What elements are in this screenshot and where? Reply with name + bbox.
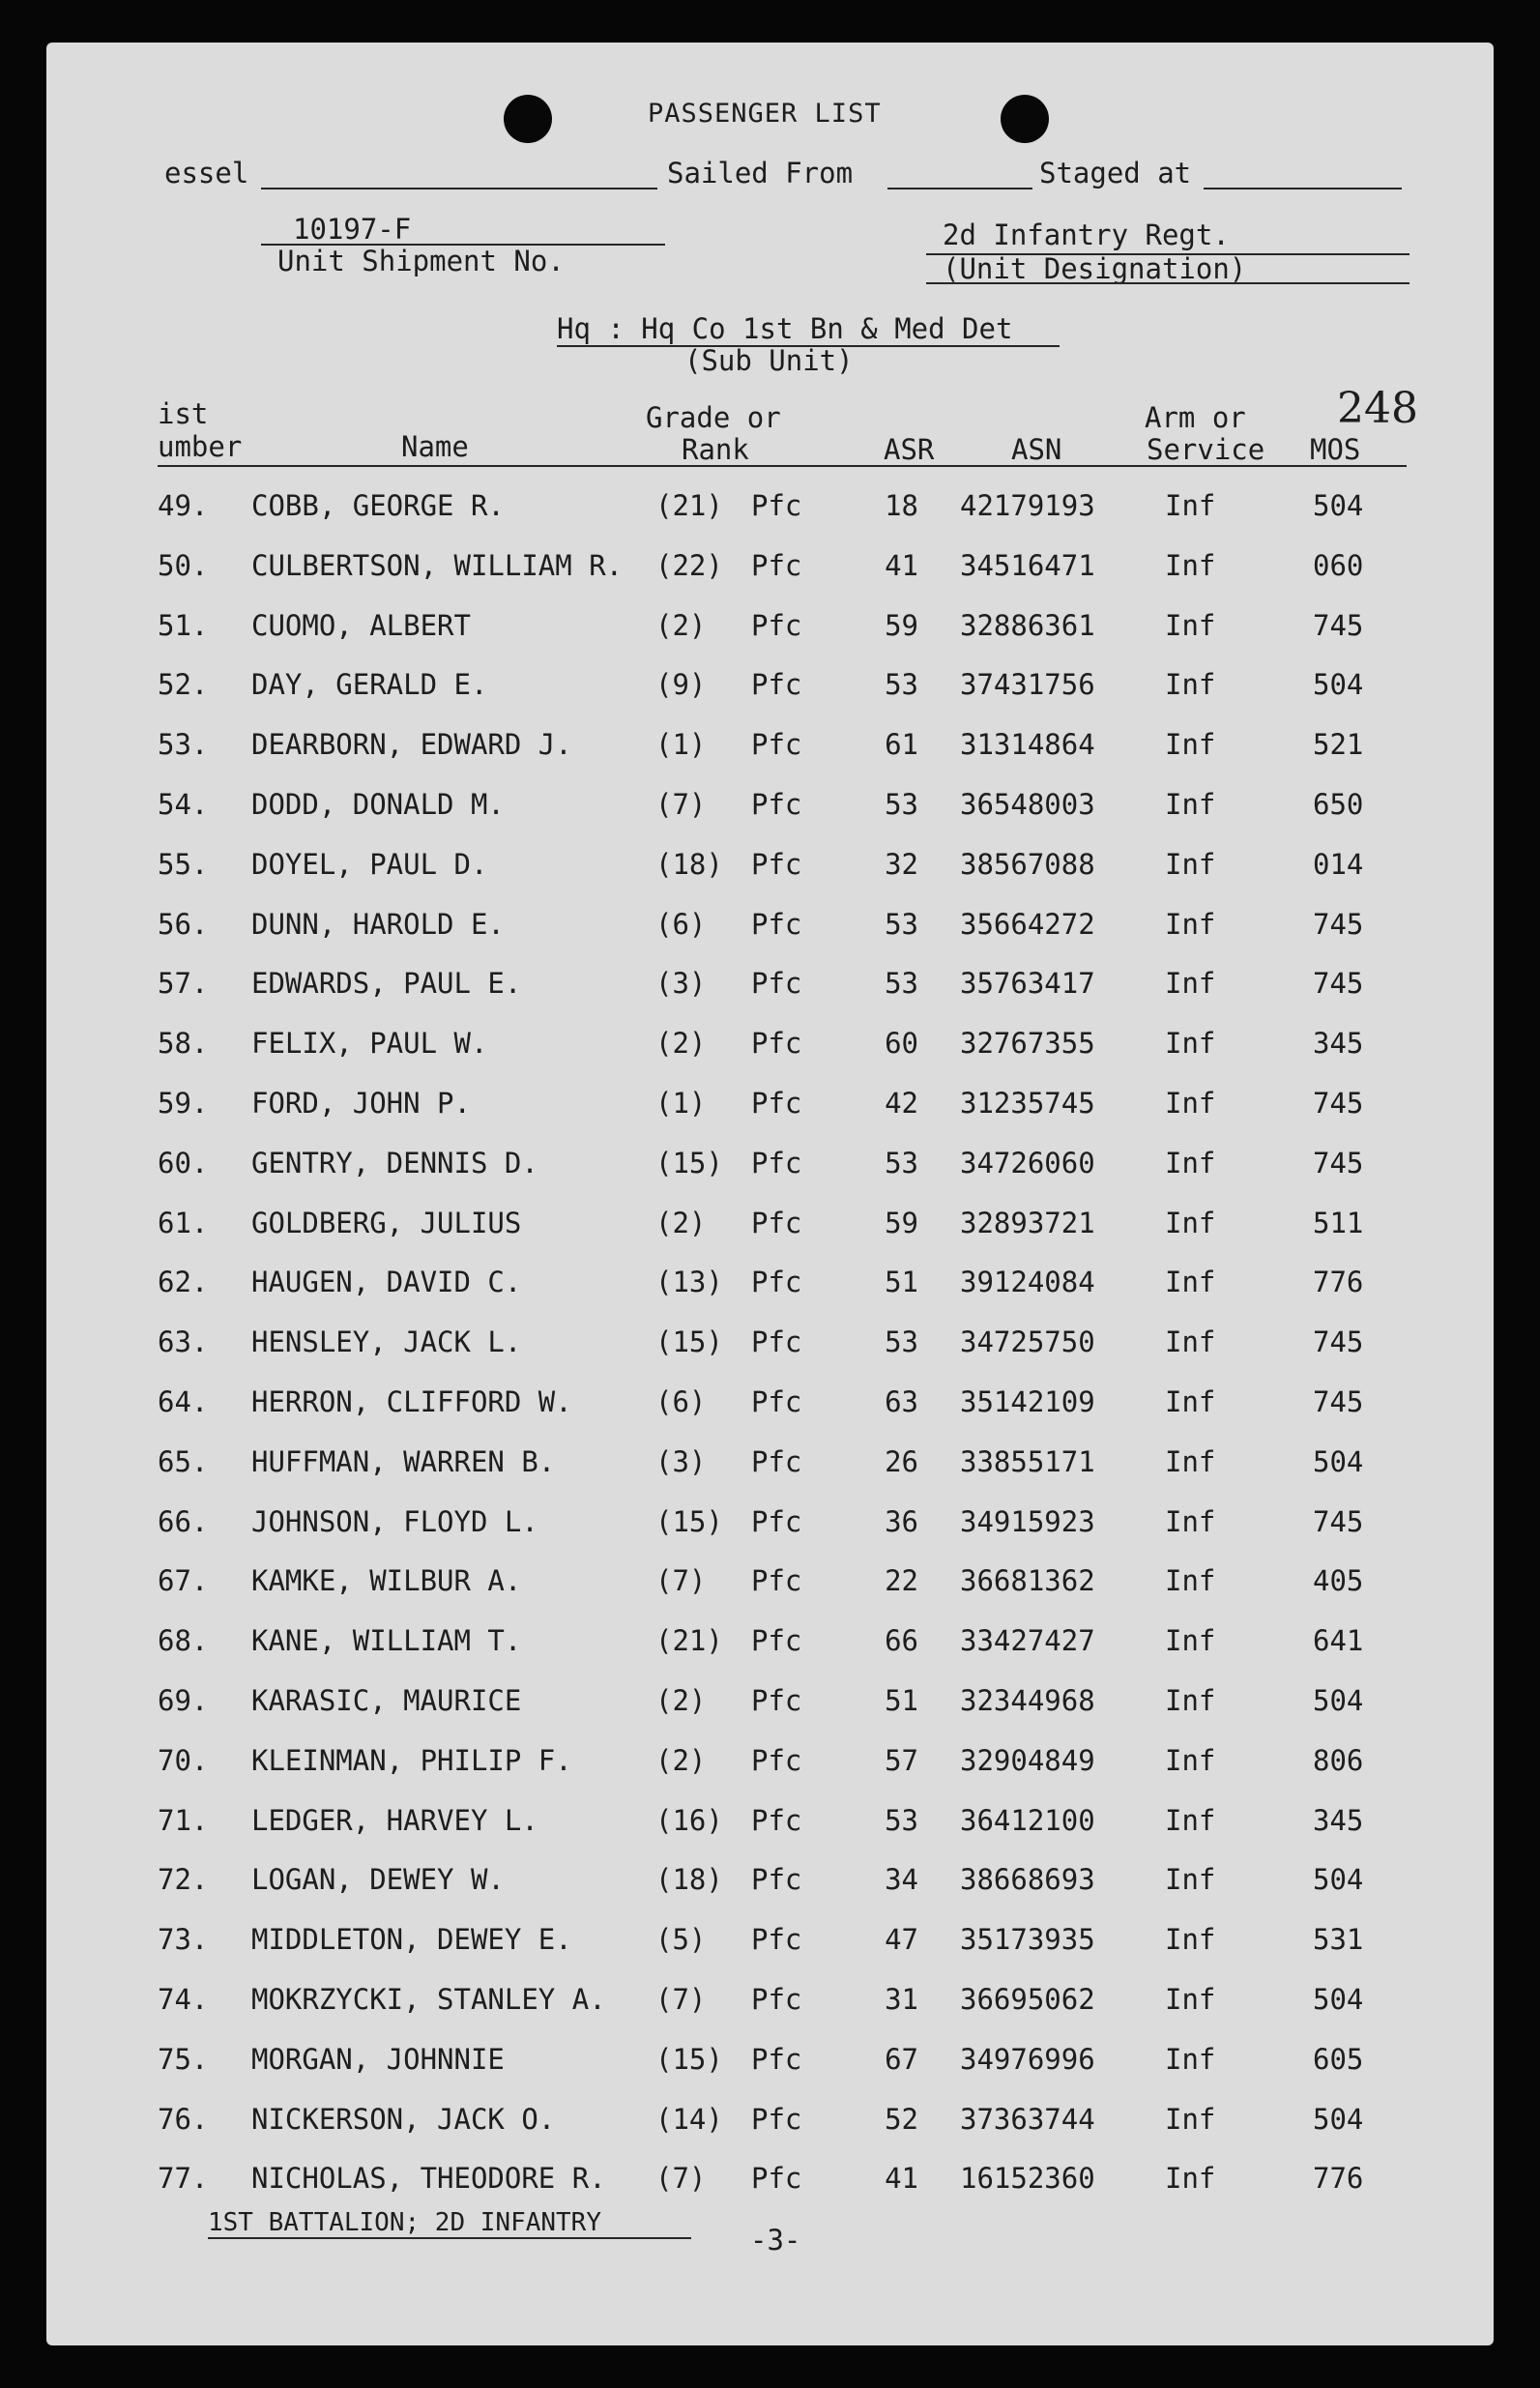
- mos: 650: [1313, 788, 1364, 821]
- staged-at-blank: [1204, 188, 1402, 189]
- age-code: (2): [655, 608, 707, 642]
- grade: Pfc: [751, 1027, 802, 1061]
- asn: 35763417: [960, 967, 1095, 1001]
- arm-service: Inf: [1165, 2102, 1216, 2136]
- table-row: [0, 1207, 1540, 1239]
- asr: 59: [885, 1206, 918, 1239]
- passenger-name: HENSLEY, JACK L.: [251, 1325, 522, 1359]
- mos: 641: [1313, 1624, 1364, 1658]
- mos: 060: [1313, 548, 1364, 582]
- arm-service: Inf: [1165, 1803, 1216, 1837]
- asn: 32886361: [960, 608, 1095, 642]
- passenger-name: HUFFMAN, WARREN B.: [251, 1444, 556, 1478]
- age-code: (15): [655, 1325, 723, 1359]
- table-row: [0, 1325, 1540, 1358]
- arm-service: Inf: [1165, 1564, 1216, 1598]
- list-number: 65.: [158, 1444, 209, 1478]
- arm-service: Inf: [1165, 728, 1216, 762]
- list-number: 70.: [158, 1743, 209, 1777]
- mos: 504: [1313, 1444, 1364, 1478]
- asn: 36412100: [960, 1803, 1095, 1837]
- grade: Pfc: [751, 1266, 802, 1299]
- mos: 745: [1313, 1146, 1364, 1179]
- arm-service: Inf: [1165, 1684, 1216, 1717]
- age-code: (18): [655, 1863, 723, 1897]
- unit-shipment-value: 10197-F: [293, 213, 412, 246]
- asr: 59: [885, 608, 918, 642]
- asn: 32767355: [960, 1027, 1095, 1061]
- mos: 806: [1313, 1743, 1364, 1777]
- col-list-number-line2: umber: [158, 430, 243, 463]
- passenger-name: KANE, WILLIAM T.: [251, 1624, 522, 1658]
- list-number: 63.: [158, 1325, 209, 1359]
- punch-hole-left: [504, 95, 552, 143]
- arm-service: Inf: [1165, 847, 1216, 881]
- list-number: 77.: [158, 2162, 209, 2196]
- asr: 34: [885, 1863, 918, 1897]
- asr: 32: [885, 847, 918, 881]
- passenger-name: GOLDBERG, JULIUS: [251, 1206, 522, 1239]
- asr: 66: [885, 1624, 918, 1658]
- vessel-label: essel: [164, 157, 249, 189]
- asr: 53: [885, 907, 918, 941]
- asn: 35142109: [960, 1385, 1095, 1418]
- list-number: 54.: [158, 788, 209, 821]
- age-code: (3): [655, 1444, 707, 1478]
- list-number: 57.: [158, 967, 209, 1001]
- col-asn: ASN: [1011, 433, 1062, 466]
- asr: 61: [885, 728, 918, 762]
- col-arm-line2: Service: [1147, 433, 1265, 466]
- grade: Pfc: [751, 548, 802, 582]
- asr: 51: [885, 1266, 918, 1299]
- mos: 745: [1313, 1504, 1364, 1538]
- asn: 38567088: [960, 847, 1095, 881]
- arm-service: Inf: [1165, 1087, 1216, 1120]
- asn: 31314864: [960, 728, 1095, 762]
- asn: 36695062: [960, 1983, 1095, 2016]
- grade: Pfc: [751, 1624, 802, 1658]
- grade: Pfc: [751, 2162, 802, 2196]
- grade: Pfc: [751, 788, 802, 821]
- list-number: 69.: [158, 1684, 209, 1717]
- asn: 32893721: [960, 1206, 1095, 1239]
- mos: 776: [1313, 2162, 1364, 2196]
- age-code: (2): [655, 1206, 707, 1239]
- passenger-name: MOKRZYCKI, STANLEY A.: [251, 1983, 606, 2016]
- asr: 42: [885, 1087, 918, 1120]
- table-row: [0, 1923, 1540, 1956]
- mos: 605: [1313, 2042, 1364, 2076]
- vessel-blank: [261, 188, 657, 189]
- mos: 345: [1313, 1803, 1364, 1837]
- arm-service: Inf: [1165, 1206, 1216, 1239]
- table-row: [0, 1505, 1540, 1538]
- table-row: [0, 1445, 1540, 1478]
- asn: 34516471: [960, 548, 1095, 582]
- age-code: (21): [655, 1624, 723, 1658]
- passenger-name: MIDDLETON, DEWEY E.: [251, 1923, 572, 1957]
- asr: 53: [885, 967, 918, 1001]
- mos: 745: [1313, 1385, 1364, 1418]
- arm-service: Inf: [1165, 608, 1216, 642]
- table-row: [0, 609, 1540, 642]
- passenger-name: CUOMO, ALBERT: [251, 608, 471, 642]
- asn: 35664272: [960, 907, 1095, 941]
- passenger-name: DAY, GERALD E.: [251, 668, 488, 702]
- grade: Pfc: [751, 907, 802, 941]
- table-row: [0, 1385, 1540, 1418]
- col-name: Name: [401, 430, 469, 463]
- asr: 26: [885, 1444, 918, 1478]
- asn: 34726060: [960, 1146, 1095, 1179]
- passenger-name: DEARBORN, EDWARD J.: [251, 728, 572, 762]
- arm-service: Inf: [1165, 1504, 1216, 1538]
- grade: Pfc: [751, 1564, 802, 1598]
- asr: 52: [885, 2102, 918, 2136]
- arm-service: Inf: [1165, 1385, 1216, 1418]
- punch-hole-right: [1001, 95, 1049, 143]
- list-number: 56.: [158, 907, 209, 941]
- age-code: (6): [655, 1385, 707, 1418]
- passenger-name: FORD, JOHN P.: [251, 1087, 471, 1120]
- col-grade-line1: Grade or: [646, 401, 781, 434]
- document-title: PASSENGER LIST: [648, 99, 882, 129]
- age-code: (2): [655, 1743, 707, 1777]
- table-row: [0, 1027, 1540, 1060]
- grade: Pfc: [751, 1087, 802, 1120]
- grade: Pfc: [751, 1743, 802, 1777]
- asr: 41: [885, 548, 918, 582]
- asn: 32344968: [960, 1684, 1095, 1717]
- col-list-number-line1: ist: [158, 397, 209, 430]
- list-number: 74.: [158, 1983, 209, 2016]
- arm-service: Inf: [1165, 668, 1216, 702]
- asr: 60: [885, 1027, 918, 1061]
- asr: 53: [885, 1803, 918, 1837]
- asn: 39124084: [960, 1266, 1095, 1299]
- arm-service: Inf: [1165, 967, 1216, 1001]
- grade: Pfc: [751, 1803, 802, 1837]
- list-number: 75.: [158, 2042, 209, 2076]
- passenger-name: COBB, GEORGE R.: [251, 489, 505, 522]
- grade: Pfc: [751, 847, 802, 881]
- list-number: 50.: [158, 548, 209, 582]
- list-number: 68.: [158, 1624, 209, 1658]
- table-row: [0, 728, 1540, 761]
- arm-service: Inf: [1165, 907, 1216, 941]
- arm-service: Inf: [1165, 1743, 1216, 1777]
- mos: 504: [1313, 668, 1364, 702]
- table-row: [0, 1684, 1540, 1717]
- grade: Pfc: [751, 728, 802, 762]
- asr: 18: [885, 489, 918, 522]
- unit-designation-label: (Unit Designation): [943, 252, 1247, 285]
- table-row: [0, 549, 1540, 582]
- mos: 531: [1313, 1923, 1364, 1957]
- mos: 745: [1313, 1325, 1364, 1359]
- table-row: [0, 1983, 1540, 2016]
- age-code: (6): [655, 907, 707, 941]
- mos: 511: [1313, 1206, 1364, 1239]
- passenger-name: DOYEL, PAUL D.: [251, 847, 488, 881]
- grade: Pfc: [751, 1863, 802, 1897]
- age-code: (2): [655, 1684, 707, 1717]
- passenger-name: KAMKE, WILBUR A.: [251, 1564, 522, 1598]
- grade: Pfc: [751, 608, 802, 642]
- passenger-name: GENTRY, DENNIS D.: [251, 1146, 538, 1179]
- mos: 745: [1313, 608, 1364, 642]
- asn: 36548003: [960, 788, 1095, 821]
- asr: 57: [885, 1743, 918, 1777]
- asn: 36681362: [960, 1564, 1095, 1598]
- table-row: [0, 788, 1540, 821]
- age-code: (9): [655, 668, 707, 702]
- asn: 37431756: [960, 668, 1095, 702]
- battalion-footer: 1ST BATTALION; 2D INFANTRY: [208, 2208, 601, 2237]
- age-code: (5): [655, 1923, 707, 1957]
- list-number: 76.: [158, 2102, 209, 2136]
- mos: 504: [1313, 1863, 1364, 1897]
- grade: Pfc: [751, 489, 802, 522]
- col-arm-line1: Arm or: [1145, 401, 1246, 434]
- passenger-name: MORGAN, JOHNNIE: [251, 2042, 505, 2076]
- table-row: [0, 1804, 1540, 1837]
- arm-service: Inf: [1165, 1624, 1216, 1658]
- header-underline: [158, 465, 1407, 467]
- asr: 22: [885, 1564, 918, 1598]
- age-code: (15): [655, 2042, 723, 2076]
- list-number: 66.: [158, 1504, 209, 1538]
- col-mos: MOS: [1310, 433, 1361, 466]
- list-number: 52.: [158, 668, 209, 702]
- sailed-from-label: Sailed From: [667, 157, 854, 189]
- sailed-from-blank: [887, 188, 1032, 189]
- table-row: [0, 2043, 1540, 2076]
- age-code: (22): [655, 548, 723, 582]
- unit-shipment-label: Unit Shipment No.: [277, 245, 565, 277]
- mos: 504: [1313, 489, 1364, 522]
- asn: 35173935: [960, 1923, 1095, 1957]
- mos: 745: [1313, 907, 1364, 941]
- asn: 33855171: [960, 1444, 1095, 1478]
- age-code: (1): [655, 1087, 707, 1120]
- arm-service: Inf: [1165, 1923, 1216, 1957]
- list-number: 73.: [158, 1923, 209, 1957]
- table-row: [0, 2103, 1540, 2136]
- mos: 504: [1313, 1684, 1364, 1717]
- asr: 67: [885, 2042, 918, 2076]
- table-row: [0, 1266, 1540, 1298]
- passenger-name: NICKERSON, JACK O.: [251, 2102, 556, 2136]
- grade: Pfc: [751, 1146, 802, 1179]
- passenger-name: HERRON, CLIFFORD W.: [251, 1385, 572, 1418]
- list-number: 51.: [158, 608, 209, 642]
- age-code: (7): [655, 2162, 707, 2196]
- arm-service: Inf: [1165, 1983, 1216, 2016]
- page-number: -3-: [750, 2224, 801, 2257]
- arm-service: Inf: [1165, 1325, 1216, 1359]
- grade: Pfc: [751, 1684, 802, 1717]
- passenger-name: HAUGEN, DAVID C.: [251, 1266, 522, 1299]
- grade: Pfc: [751, 668, 802, 702]
- age-code: (18): [655, 847, 723, 881]
- grade: Pfc: [751, 1325, 802, 1359]
- arm-service: Inf: [1165, 548, 1216, 582]
- grade: Pfc: [751, 1504, 802, 1538]
- arm-service: Inf: [1165, 1027, 1216, 1061]
- table-row: [0, 1744, 1540, 1777]
- passenger-name: LEDGER, HARVEY L.: [251, 1803, 538, 1837]
- asr: 51: [885, 1684, 918, 1717]
- col-asr: ASR: [884, 433, 935, 466]
- mos: 776: [1313, 1266, 1364, 1299]
- table-row: [0, 908, 1540, 941]
- age-code: (15): [655, 1504, 723, 1538]
- asn: 31235745: [960, 1087, 1095, 1120]
- mos: 345: [1313, 1027, 1364, 1061]
- asr: 63: [885, 1385, 918, 1418]
- passenger-name: CULBERTSON, WILLIAM R.: [251, 548, 624, 582]
- mos: 521: [1313, 728, 1364, 762]
- grade: Pfc: [751, 1983, 802, 2016]
- mos: 504: [1313, 2102, 1364, 2136]
- table-row: [0, 1147, 1540, 1179]
- asr: 53: [885, 1146, 918, 1179]
- list-number: 53.: [158, 728, 209, 762]
- asn: 34725750: [960, 1325, 1095, 1359]
- list-number: 64.: [158, 1385, 209, 1418]
- sub-unit-value: Hq : Hq Co 1st Bn & Med Det: [557, 312, 1013, 345]
- table-row: [0, 1863, 1540, 1896]
- list-number: 71.: [158, 1803, 209, 1837]
- arm-service: Inf: [1165, 1863, 1216, 1897]
- arm-service: Inf: [1165, 1146, 1216, 1179]
- mos: 014: [1313, 847, 1364, 881]
- asn: 37363744: [960, 2102, 1095, 2136]
- age-code: (1): [655, 728, 707, 762]
- asn: 34915923: [960, 1504, 1095, 1538]
- passenger-name: LOGAN, DEWEY W.: [251, 1863, 505, 1897]
- asr: 36: [885, 1504, 918, 1538]
- list-number: 67.: [158, 1564, 209, 1598]
- age-code: (13): [655, 1266, 723, 1299]
- arm-service: Inf: [1165, 788, 1216, 821]
- mos: 504: [1313, 1983, 1364, 2016]
- table-row: [0, 489, 1540, 522]
- list-number: 62.: [158, 1266, 209, 1299]
- mos: 745: [1313, 1087, 1364, 1120]
- table-row: [0, 1087, 1540, 1120]
- passenger-name: JOHNSON, FLOYD L.: [251, 1504, 538, 1538]
- mos: 745: [1313, 967, 1364, 1001]
- asn: 38668693: [960, 1863, 1095, 1897]
- asr: 53: [885, 1325, 918, 1359]
- mos: 405: [1313, 1564, 1364, 1598]
- age-code: (21): [655, 489, 723, 522]
- passenger-name: NICHOLAS, THEODORE R.: [251, 2162, 606, 2196]
- table-row: [0, 1624, 1540, 1657]
- asr: 53: [885, 788, 918, 821]
- arm-service: Inf: [1165, 1444, 1216, 1478]
- age-code: (7): [655, 1564, 707, 1598]
- table-row: [0, 848, 1540, 881]
- asn: 32904849: [960, 1743, 1095, 1777]
- asn: 34976996: [960, 2042, 1095, 2076]
- list-number: 58.: [158, 1027, 209, 1061]
- grade: Pfc: [751, 2042, 802, 2076]
- age-code: (2): [655, 1027, 707, 1061]
- col-grade-line2: Rank: [682, 433, 749, 466]
- asn: 42179193: [960, 489, 1095, 522]
- grade: Pfc: [751, 1444, 802, 1478]
- staged-at-label: Staged at: [1039, 157, 1192, 189]
- arm-service: Inf: [1165, 1266, 1216, 1299]
- passenger-name: FELIX, PAUL W.: [251, 1027, 488, 1061]
- passenger-name: DUNN, HAROLD E.: [251, 907, 505, 941]
- asr: 31: [885, 1983, 918, 2016]
- passenger-name: KARASIC, MAURICE: [251, 1684, 522, 1717]
- unit-designation-underline-2: [926, 282, 1409, 284]
- asr: 47: [885, 1923, 918, 1957]
- asr: 53: [885, 668, 918, 702]
- grade: Pfc: [751, 2102, 802, 2136]
- list-number: 49.: [158, 489, 209, 522]
- age-code: (15): [655, 1146, 723, 1179]
- list-number: 59.: [158, 1087, 209, 1120]
- list-number: 61.: [158, 1206, 209, 1239]
- asn: 33427427: [960, 1624, 1095, 1658]
- age-code: (3): [655, 967, 707, 1001]
- age-code: (14): [655, 2102, 723, 2136]
- page-mark: 248: [1337, 384, 1418, 433]
- grade: Pfc: [751, 1385, 802, 1418]
- arm-service: Inf: [1165, 2162, 1216, 2196]
- age-code: (16): [655, 1803, 723, 1837]
- passenger-name: EDWARDS, PAUL E.: [251, 967, 522, 1001]
- grade: Pfc: [751, 967, 802, 1001]
- arm-service: Inf: [1165, 2042, 1216, 2076]
- grade: Pfc: [751, 1923, 802, 1957]
- battalion-underline: [208, 2237, 691, 2239]
- table-row: [0, 967, 1540, 1000]
- grade: Pfc: [751, 1206, 802, 1239]
- unit-designation-value: 2d Infantry Regt.: [943, 218, 1230, 251]
- list-number: 60.: [158, 1146, 209, 1179]
- list-number: 72.: [158, 1863, 209, 1897]
- table-row: [0, 668, 1540, 701]
- asn: 16152360: [960, 2162, 1095, 2196]
- table-row: [0, 2162, 1540, 2195]
- passenger-name: DODD, DONALD M.: [251, 788, 505, 821]
- sub-unit-label: (Sub Unit): [684, 344, 854, 377]
- age-code: (7): [655, 788, 707, 821]
- passenger-name: KLEINMAN, PHILIP F.: [251, 1743, 572, 1777]
- arm-service: Inf: [1165, 489, 1216, 522]
- table-row: [0, 1564, 1540, 1597]
- asr: 41: [885, 2162, 918, 2196]
- age-code: (7): [655, 1983, 707, 2016]
- list-number: 55.: [158, 847, 209, 881]
